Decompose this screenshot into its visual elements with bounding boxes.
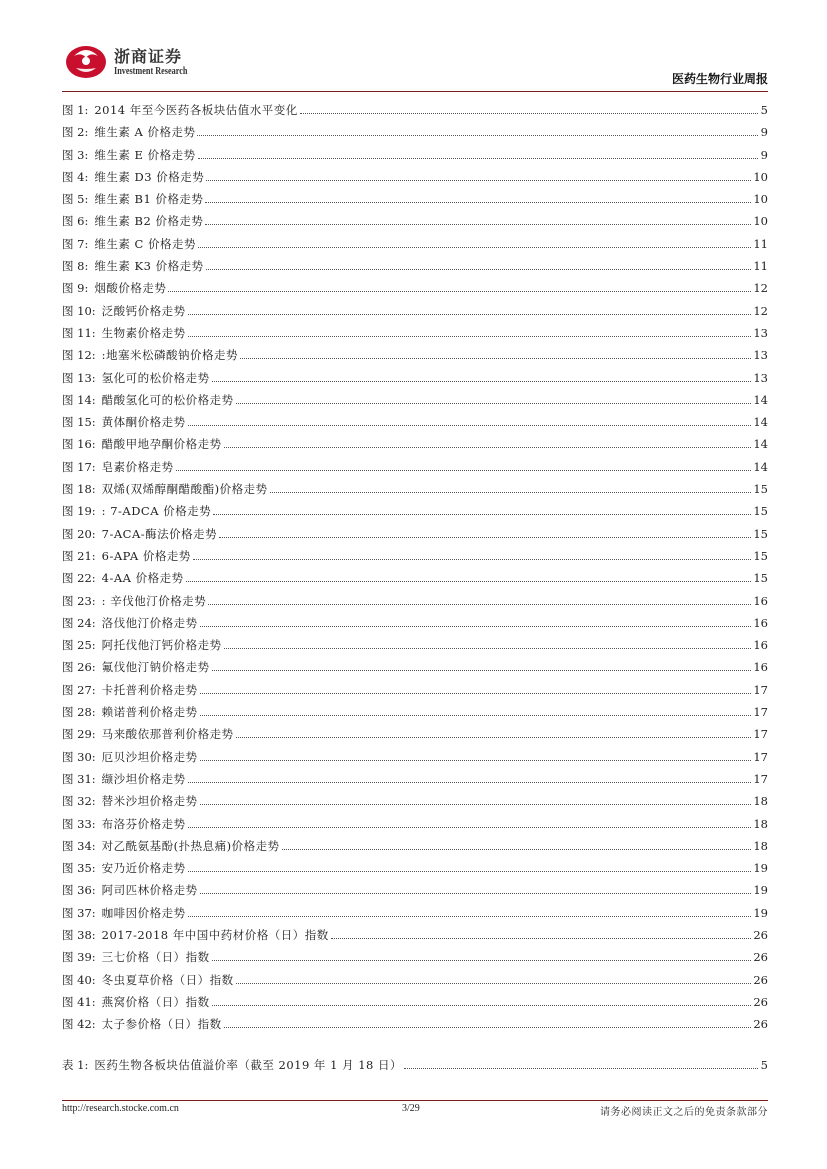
- entry-page: 16: [753, 638, 768, 653]
- entry-page: 10: [753, 214, 768, 229]
- toc-entry[interactable]: [62, 504, 768, 526]
- toc-entry[interactable]: [62, 772, 768, 794]
- toc-entry[interactable]: [62, 906, 768, 928]
- dot-leader: [236, 403, 752, 404]
- entry-label: 图 37:: [62, 905, 96, 920]
- entry-page: 18: [753, 794, 768, 809]
- toc-entry[interactable]: [62, 460, 768, 482]
- entry-page: 12: [753, 303, 768, 318]
- entry-page: 14: [753, 459, 768, 474]
- entry-title: 氟伐他汀钠价格走势: [101, 660, 210, 675]
- entry-label: 图 38:: [62, 927, 96, 942]
- entry-page: 11: [753, 259, 768, 274]
- entry-title: 2017-2018 年中国中药材价格（日）指数: [101, 927, 329, 942]
- entry-title: 4-AA 价格走势: [101, 571, 184, 586]
- dot-leader: [193, 559, 752, 560]
- dot-leader: [200, 760, 752, 761]
- toc-entry[interactable]: [62, 415, 768, 437]
- entry-label: 图 8:: [62, 259, 89, 274]
- page-footer: [62, 1103, 768, 1117]
- entry-title: 咖啡因价格走势: [101, 905, 186, 920]
- entry-label: 图 14:: [62, 392, 96, 407]
- toc-entry[interactable]: [62, 683, 768, 705]
- entry-page: 15: [753, 504, 768, 519]
- entry-title: 医药生物各板块估值溢价率（截至 2019 年 1 月 18 日）: [94, 1058, 403, 1072]
- toc-entry[interactable]: [62, 214, 768, 236]
- entry-label: 图 10:: [62, 303, 96, 318]
- dot-leader: [270, 492, 752, 493]
- entry-label: 图 7:: [62, 236, 89, 251]
- entry-page: 14: [753, 437, 768, 452]
- entry-label: 图 35:: [62, 861, 96, 876]
- entry-label: 图 15:: [62, 415, 96, 430]
- entry-page: 19: [753, 905, 768, 920]
- entry-page: 5: [760, 103, 768, 117]
- toc-entry[interactable]: [62, 259, 768, 281]
- entry-label: 图 28:: [62, 705, 96, 720]
- entry-label: 图 3:: [62, 147, 89, 162]
- toc-entry[interactable]: [62, 304, 768, 326]
- entry-page: 17: [753, 771, 768, 786]
- entry-label: 图 18:: [62, 482, 96, 497]
- table-index: [62, 1058, 768, 1080]
- entry-label: 图 31:: [62, 771, 96, 786]
- toc-entry[interactable]: [62, 348, 768, 370]
- entry-title: 醋酸甲地孕酮价格走势: [101, 437, 222, 452]
- entry-title: 厄贝沙坦价格走势: [101, 749, 198, 764]
- entry-title: 醋酸氢化可的松价格走势: [101, 392, 234, 407]
- dot-leader: [212, 960, 752, 961]
- dot-leader: [236, 737, 752, 738]
- entry-label: 图 24:: [62, 615, 96, 630]
- entry-title: 烟酸价格走势: [94, 281, 167, 296]
- toc-entry[interactable]: [62, 928, 768, 950]
- entry-label: 图 17:: [62, 459, 96, 474]
- entry-label: 图 32:: [62, 794, 96, 809]
- entry-title: 阿托伐他汀钙价格走势: [101, 638, 222, 653]
- entry-label: 图 40:: [62, 972, 96, 987]
- dot-leader: [200, 693, 752, 694]
- dot-leader: [240, 358, 751, 359]
- dot-leader: [282, 849, 752, 850]
- figure-index: [62, 103, 768, 1039]
- entry-label: 图 5:: [62, 192, 89, 207]
- entry-page: 16: [753, 593, 768, 608]
- toc-entry[interactable]: [62, 571, 768, 593]
- entry-title: : 辛伐他汀价格走势: [101, 593, 207, 608]
- entry-title: 对乙酰氨基酚(扑热息痛)价格走势: [101, 838, 280, 853]
- dot-leader: [213, 514, 751, 515]
- entry-label: 图 4:: [62, 169, 89, 184]
- entry-title: 双烯(双烯醇酮醋酸酯)价格走势: [101, 482, 268, 497]
- dot-leader: [200, 893, 752, 894]
- entry-label: 图 36:: [62, 883, 96, 898]
- dot-leader: [206, 180, 751, 181]
- entry-page: 15: [753, 526, 768, 541]
- dot-leader: [188, 827, 752, 828]
- entry-page: 19: [753, 883, 768, 898]
- toc-entry[interactable]: [62, 527, 768, 549]
- entry-page: 16: [753, 615, 768, 630]
- brand-name-en: Investment Research: [114, 66, 188, 77]
- dot-leader: [198, 247, 751, 248]
- disclaimer-text: 请务必阅读正文之后的免责条款部分: [600, 1107, 768, 1118]
- dot-leader: [188, 425, 752, 426]
- entry-page: 26: [753, 927, 768, 942]
- entry-label: 图 34:: [62, 838, 96, 853]
- dot-leader: [208, 604, 751, 605]
- dot-leader: [200, 626, 752, 627]
- entry-title: 阿司匹林价格走势: [101, 883, 198, 898]
- entry-title: 燕窝价格（日）指数: [101, 994, 210, 1009]
- entry-title: 维生素 B1 价格走势: [94, 192, 204, 207]
- dot-leader: [224, 1027, 752, 1028]
- entry-title: :地塞米松磷酸钠价格走势: [101, 348, 239, 363]
- entry-page: 13: [753, 348, 768, 363]
- entry-label: 图 26:: [62, 660, 96, 675]
- entry-title: 马来酸依那普利价格走势: [101, 727, 234, 742]
- entry-label: 图 12:: [62, 348, 96, 363]
- entry-title: 洛伐他汀价格走势: [101, 615, 198, 630]
- entry-title: 安乃近价格走势: [101, 861, 186, 876]
- entry-label: 图 2:: [62, 125, 89, 140]
- entry-label: 图 39:: [62, 950, 96, 965]
- entry-label: 图 33:: [62, 816, 96, 831]
- dot-leader: [404, 1068, 758, 1069]
- dot-leader: [168, 291, 751, 292]
- entry-label: 图 41:: [62, 994, 96, 1009]
- toc-entry[interactable]: [62, 616, 768, 638]
- entry-title: 黄体酮价格走势: [101, 415, 186, 430]
- entry-title: 生物素价格走势: [101, 325, 186, 340]
- entry-title: 替米沙坦价格走势: [101, 794, 198, 809]
- entry-page: 5: [760, 1058, 768, 1072]
- entry-page: 9: [760, 147, 768, 162]
- entry-page: 10: [753, 192, 768, 207]
- toc-entry[interactable]: [62, 103, 768, 125]
- toc-entry[interactable]: [62, 839, 768, 861]
- entry-page: 26: [753, 972, 768, 987]
- entry-label: 图 20:: [62, 526, 96, 541]
- toc-entry[interactable]: [62, 594, 768, 616]
- entry-page: 18: [753, 838, 768, 853]
- entry-label: 图 19:: [62, 504, 96, 519]
- entry-title: 冬虫夏草价格（日）指数: [101, 972, 234, 987]
- entry-title: 维生素 D3 价格走势: [94, 169, 205, 184]
- toc-entry[interactable]: [62, 794, 768, 816]
- entry-title: 2014 年至今医药各板块估值水平变化: [94, 103, 298, 117]
- dot-leader: [188, 871, 752, 872]
- toc-entry[interactable]: [62, 705, 768, 727]
- entry-page: 19: [753, 861, 768, 876]
- toc-entry[interactable]: [62, 281, 768, 303]
- dot-leader: [331, 938, 752, 939]
- toc-entry[interactable]: [62, 950, 768, 972]
- entry-title: 7-ACA-酶法价格走势: [101, 526, 218, 541]
- entry-label: 图 21:: [62, 548, 96, 563]
- entry-title: 6-APA 价格走势: [101, 548, 191, 563]
- entry-label: 图 9:: [62, 281, 89, 296]
- dot-leader: [197, 135, 758, 136]
- toc-entry[interactable]: [62, 727, 768, 749]
- toc-entry[interactable]: [62, 482, 768, 504]
- dot-leader: [219, 537, 751, 538]
- toc-entry[interactable]: [62, 1058, 768, 1080]
- dot-leader: [176, 470, 752, 471]
- report-type: 医药生物行业周报: [671, 72, 768, 86]
- dot-leader: [224, 447, 752, 448]
- entry-title: 皂素价格走势: [101, 459, 174, 474]
- entry-title: 太子参价格（日）指数: [101, 1017, 222, 1032]
- entry-page: 17: [753, 749, 768, 764]
- entry-page: 18: [753, 816, 768, 831]
- dot-leader: [188, 336, 752, 337]
- entry-page: 12: [753, 281, 768, 296]
- entry-title: 三七价格（日）指数: [101, 950, 210, 965]
- entry-title: 缬沙坦价格走势: [101, 771, 186, 786]
- entry-page: 11: [753, 236, 768, 251]
- entry-label: 图 16:: [62, 437, 96, 452]
- entry-label: 图 13:: [62, 370, 96, 385]
- toc-entry[interactable]: [62, 861, 768, 883]
- toc-entry[interactable]: [62, 638, 768, 660]
- entry-label: 图 25:: [62, 638, 96, 653]
- entry-page: 15: [753, 548, 768, 563]
- entry-page: 17: [753, 727, 768, 742]
- entry-title: 赖诺普利价格走势: [101, 705, 198, 720]
- dot-leader: [198, 158, 758, 159]
- dot-leader: [200, 804, 752, 805]
- toc-entry[interactable]: [62, 660, 768, 682]
- entry-title: 维生素 B2 价格走势: [94, 214, 204, 229]
- entry-page: 13: [753, 370, 768, 385]
- entry-title: 布洛芬价格走势: [101, 816, 186, 831]
- dot-leader: [200, 715, 752, 716]
- entry-page: 16: [753, 660, 768, 675]
- toc-entry[interactable]: [62, 326, 768, 348]
- entry-label: 图 1:: [62, 103, 89, 117]
- entry-page: 26: [753, 994, 768, 1009]
- entry-label: 图 6:: [62, 214, 89, 229]
- entry-label: 图 23:: [62, 593, 96, 608]
- entry-page: 17: [753, 682, 768, 697]
- footer-url[interactable]: http://research.stocke.com.cn: [62, 1103, 179, 1114]
- entry-page: 26: [753, 1017, 768, 1032]
- page-number: 3/29: [402, 1103, 420, 1114]
- entry-page: 10: [753, 169, 768, 184]
- entry-title: 氢化可的松价格走势: [101, 370, 210, 385]
- toc-entry[interactable]: [62, 817, 768, 839]
- toc-entry[interactable]: [62, 973, 768, 995]
- entry-page: 14: [753, 415, 768, 430]
- entry-title: 维生素 K3 价格走势: [94, 259, 204, 274]
- entry-label: 图 27:: [62, 682, 96, 697]
- brand-name-cn: 浙商证券: [114, 47, 183, 66]
- toc-entry[interactable]: [62, 549, 768, 571]
- dot-leader: [224, 648, 752, 649]
- dot-leader: [186, 581, 752, 582]
- dot-leader: [212, 1005, 752, 1006]
- toc-entry[interactable]: [62, 393, 768, 415]
- entry-label: 图 11:: [62, 325, 96, 340]
- entry-title: 维生素 A 价格走势: [94, 125, 196, 140]
- dot-leader: [188, 314, 752, 315]
- entry-label: 图 22:: [62, 571, 96, 586]
- header-divider: [62, 91, 768, 92]
- dot-leader: [188, 782, 752, 783]
- entry-page: 17: [753, 705, 768, 720]
- entry-page: 14: [753, 392, 768, 407]
- entry-label: 表 1:: [62, 1058, 89, 1072]
- dot-leader: [212, 670, 752, 671]
- toc-entry[interactable]: [62, 237, 768, 259]
- toc-entry[interactable]: [62, 148, 768, 170]
- entry-page: 15: [753, 571, 768, 586]
- toc-entry[interactable]: [62, 125, 768, 147]
- entry-label: 图 29:: [62, 727, 96, 742]
- entry-title: 卡托普利价格走势: [101, 682, 198, 697]
- zheshang-logo-icon: [64, 40, 108, 80]
- entry-page: 26: [753, 950, 768, 965]
- dot-leader: [236, 983, 752, 984]
- entry-title: 维生素 C 价格走势: [94, 236, 196, 251]
- dot-leader: [300, 113, 758, 114]
- entry-label: 图 42:: [62, 1017, 96, 1032]
- toc-entry[interactable]: [62, 371, 768, 393]
- footer-divider: [62, 1100, 768, 1101]
- page-header: [62, 38, 768, 90]
- toc-entry[interactable]: [62, 750, 768, 772]
- toc-entry[interactable]: [62, 995, 768, 1017]
- entry-title: : 7-ADCA 价格走势: [101, 504, 212, 519]
- dot-leader: [205, 224, 751, 225]
- entry-title: 泛酸钙价格走势: [101, 303, 186, 318]
- dot-leader: [205, 202, 751, 203]
- entry-label: 图 30:: [62, 749, 96, 764]
- dot-leader: [188, 916, 752, 917]
- entry-page: 13: [753, 325, 768, 340]
- dot-leader: [206, 269, 752, 270]
- entry-page: 15: [753, 482, 768, 497]
- toc-entry[interactable]: [62, 170, 768, 192]
- toc-entry[interactable]: [62, 192, 768, 214]
- entry-title: 维生素 E 价格走势: [94, 147, 196, 162]
- toc-entry[interactable]: [62, 437, 768, 459]
- entry-page: 9: [760, 125, 768, 140]
- dot-leader: [212, 381, 752, 382]
- toc-entry[interactable]: [62, 883, 768, 905]
- toc-entry[interactable]: [62, 1017, 768, 1039]
